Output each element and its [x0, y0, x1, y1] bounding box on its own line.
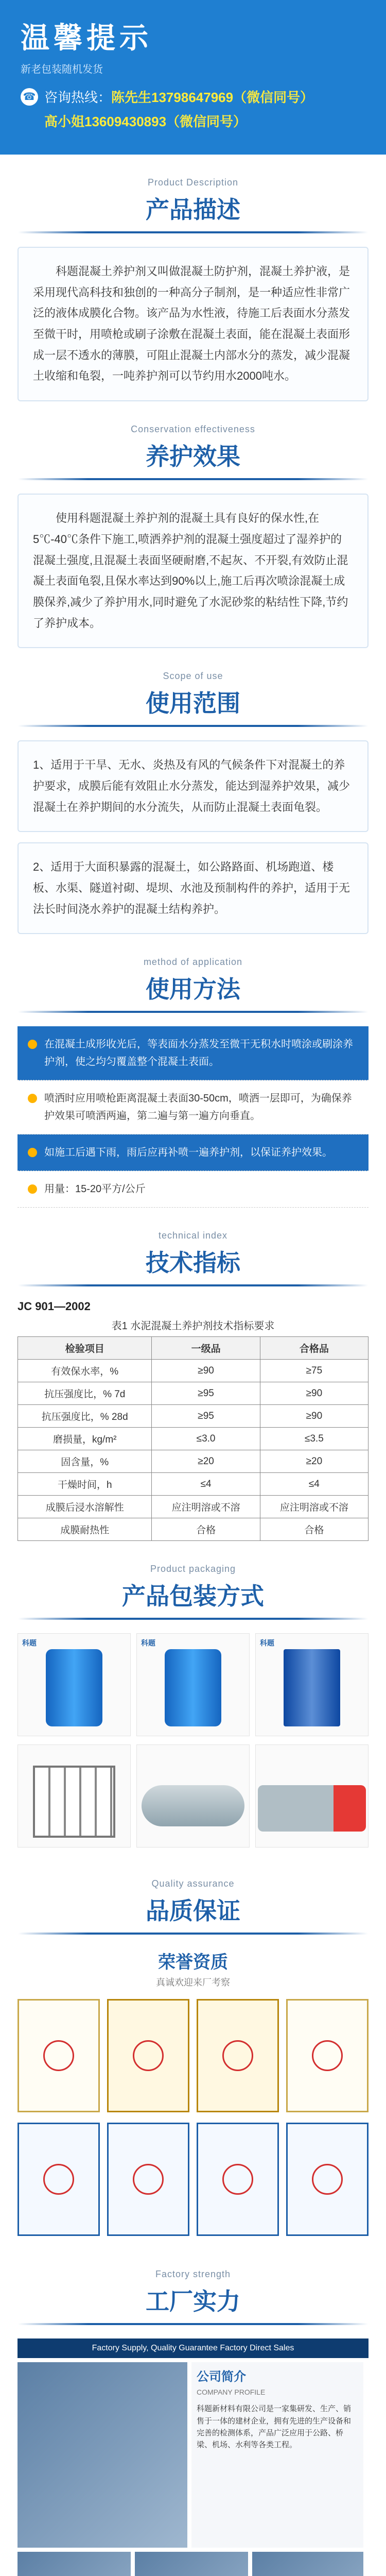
brand-logo: 科题: [260, 1639, 274, 1648]
scope-card-1: [17, 740, 369, 832]
table-row: [18, 1450, 369, 1473]
ibc-tank-image: [33, 1766, 115, 1838]
package-image: [136, 1744, 250, 1848]
seal-icon: [222, 2164, 253, 2195]
section-cn-title: 品质保证: [146, 1897, 240, 1925]
list-item: [17, 1026, 369, 1080]
standard-code: JC 901—2002: [17, 1300, 91, 1313]
plastic-drum-image: [46, 1649, 102, 1726]
certificate-image: [286, 2123, 369, 2236]
table-cell: 固含量，%: [18, 1450, 152, 1473]
package-image: [255, 1744, 369, 1848]
profile-text: 科题新材料有限公司是一家集研发、生产、销售于一体的建材企业，拥有先进的生产设备和完善的检测体系，产品广泛应用于公路、桥梁、机场、水利等各类工程。: [197, 2404, 352, 2449]
seal-icon: [43, 2040, 74, 2071]
table-cell: 成膜后浸水溶解性: [18, 1496, 152, 1518]
table-row: [18, 1496, 369, 1518]
table-cell: ≥20: [152, 1450, 260, 1473]
package-image: [17, 1633, 131, 1736]
certificate-image: [107, 2123, 189, 2236]
section-cn-title: 产品描述: [146, 196, 240, 223]
section-cn-title: 产品包装方式: [122, 1583, 264, 1610]
table-cell: ≤4: [260, 1473, 368, 1496]
table-cell: 合格: [260, 1518, 368, 1541]
table-cell: 应注明溶或不溶: [260, 1496, 368, 1518]
certificate-image: [197, 2123, 279, 2236]
table-cell: ≥90: [260, 1382, 368, 1405]
section-en-title: method of application: [143, 957, 243, 968]
table-cell: ≥90: [152, 1360, 260, 1382]
section-en-title: Product packaging: [150, 1564, 236, 1574]
factory-photo: [17, 2362, 187, 2548]
company-profile: [191, 2362, 363, 2548]
table-row: [18, 1360, 369, 1382]
table-row: [18, 1518, 369, 1541]
phone-label: 咨询热线：: [44, 90, 112, 105]
tech-table: [17, 1336, 369, 1541]
contact-line: [21, 87, 365, 106]
section-cn-title: 使用范围: [146, 690, 240, 717]
seal-icon: [222, 2040, 253, 2071]
package-image: [136, 1633, 250, 1736]
list-item: [17, 1134, 369, 1171]
header-subtitle: 新老包装随机发货: [21, 64, 103, 75]
factory-photo: [252, 2552, 363, 2576]
table-row: [18, 1382, 369, 1405]
plastic-drum-image: [165, 1649, 221, 1726]
section-effect: [0, 401, 386, 494]
table-cell: ≥95: [152, 1382, 260, 1405]
certificates-heading: 荣誉资质: [158, 1953, 228, 1973]
seal-icon: [43, 2164, 74, 2195]
table-cell: ≥90: [260, 1405, 368, 1428]
table-caption: 表1 水泥混凝土养护剂技术指标要求: [111, 1320, 275, 1332]
table-cell: 干燥时间，h: [18, 1473, 152, 1496]
certificate-image: [197, 1999, 279, 2112]
table-cell: ≤3.5: [260, 1428, 368, 1450]
section-en-title: Quality assurance: [151, 1878, 235, 1889]
seal-icon: [312, 2164, 343, 2195]
profile-title: 公司简介: [197, 2370, 246, 2384]
table-cell: ≥75: [260, 1360, 368, 1382]
method-text: 如施工后遇下雨，雨后应再补喷一遍养护剂，以保证养护效果。: [44, 1147, 332, 1159]
table-row: [18, 1405, 369, 1428]
bullet-icon: [28, 1148, 37, 1157]
certificates-subtitle: 真诚欢迎来厂考察: [156, 1977, 230, 1988]
packaging-row-1: [17, 1633, 369, 1736]
description-text: 科题混凝土养护剂又叫做混凝土防护剂，混凝土养护液，是采用现代高科技和独创的一种高分子制剂，是一种适应性非常广泛的液体成膜化合物。该产品为水性液，待施工后表面水分蒸发至微干时，用喷枪或刷子涂敷在混凝土表面，能在混凝土表面形成一层不透水的薄膜，可阻止混凝土内部水分的蒸发，减少混凝土收缩和龟裂，一吨养护剂可以节约用水2000吨水。: [33, 265, 350, 383]
tanker-truck-image: [258, 1785, 366, 1832]
table-cell: ≤4: [152, 1473, 260, 1496]
packaging-row-2: [17, 1744, 369, 1848]
section-divider: [18, 725, 368, 727]
seal-icon: [133, 2164, 164, 2195]
scope-card-2: [17, 842, 369, 934]
table-header-row: [18, 1337, 369, 1360]
certificate-image: [17, 2123, 100, 2236]
method-text: 在混凝土成形收光后，等表面水分蒸发至微干无积水时喷涂或刷涂养护剂，使之均匀覆盖整个混凝土表面。: [44, 1039, 353, 1068]
table-row: [18, 1473, 369, 1496]
table-header: 合格品: [260, 1337, 368, 1360]
section-strength: [0, 2246, 386, 2338]
package-image: [255, 1633, 369, 1736]
business-license-image: [17, 1999, 100, 2112]
section-tech: [0, 1208, 386, 1300]
bullet-icon: [28, 1094, 37, 1103]
table-cell: 抗压强度比，% 28d: [18, 1405, 152, 1428]
description-card: [17, 247, 369, 401]
brand-logo: 科题: [141, 1639, 155, 1648]
table-cell: 磨损量，kg/m²: [18, 1428, 152, 1450]
section-divider: [18, 2323, 368, 2325]
table-header: 检验项目: [18, 1337, 152, 1360]
section-cn-title: 养护效果: [146, 443, 240, 470]
method-list: [17, 1026, 369, 1208]
effect-text: 使用科题混凝土养护剂的混凝土具有良好的保水性,在5℃-40℃条件下施工,喷洒养护剂的混凝土强度超过了湿养护的混凝土强度,且混凝土表面坚硬耐磨,不起灰、不开裂,有效防止混凝土表面龟裂,且保水率达到90%以上,施工后再次喷涂混凝土成膜保养,减少了养护用水,同时避免了水泥砂浆的粘结性下降,节约了养护成本。: [33, 512, 348, 630]
section-divider: [18, 1618, 368, 1620]
contact-primary[interactable]: 陈先生13798647969（微信同号）: [111, 90, 314, 105]
section-divider: [18, 1011, 368, 1013]
section-divider: [18, 478, 368, 480]
tech-table-wrap: [17, 1300, 369, 1541]
table-row: [18, 1428, 369, 1450]
effect-card: [17, 494, 369, 648]
brand-logo: 科题: [22, 1639, 37, 1648]
section-scope: [0, 648, 386, 740]
seal-icon: [312, 2040, 343, 2071]
list-item: [17, 1080, 369, 1134]
certificates-row-1: [17, 1999, 369, 2112]
factory-gallery: [17, 2358, 369, 2576]
table-cell: 应注明溶或不溶: [152, 1496, 260, 1518]
factory-photo: [135, 2552, 248, 2576]
certificate-image: [107, 1999, 189, 2112]
section-cn-title: 使用方法: [146, 976, 240, 1003]
section-packaging: [0, 1541, 386, 1633]
iso-tank-image: [142, 1785, 244, 1826]
scope-text-2: 2、适用于大面积暴露的混凝土，如公路路面、机场跑道、楼板、水渠、隧道衬砌、堤坝、水池及预制构件的养护，适用于无法长时间浇水养护的混凝土结构养护。: [33, 860, 350, 916]
phone-icon: ☎: [21, 88, 38, 106]
section-cn-title: 工厂实力: [146, 2288, 240, 2315]
section-en-title: Scope of use: [163, 671, 223, 682]
method-text: 喷洒时应用喷枪距离混凝土表面30-50cm，喷洒一层即可，为确保养护效果可喷洒两遍，第二遍与第一遍方向垂直。: [44, 1093, 352, 1122]
steel-drum-image: [284, 1649, 340, 1726]
section-en-title: technical index: [158, 1230, 228, 1241]
header-title: 温馨提示: [21, 22, 152, 54]
section-en-title: Conservation effectiveness: [131, 424, 255, 435]
table-cell: ≥20: [260, 1450, 368, 1473]
section-divider: [18, 1933, 368, 1935]
contact-secondary[interactable]: 高小姐13609430893（微信同号）: [44, 114, 247, 129]
factory-banner: Factory Supply, Quality Guarantee Factory Direct Sales: [17, 2338, 369, 2358]
section-quality: [0, 1856, 386, 1948]
seal-icon: [133, 2040, 164, 2071]
table-cell: 成膜耐热性: [18, 1518, 152, 1541]
section-description: [0, 155, 386, 247]
table-cell: ≤3.0: [152, 1428, 260, 1450]
scope-text-1: 1、适用于干旱、无水、炎热及有风的气候条件下对混凝土的养护要求，成膜后能有效阻止水分蒸发，能达到湿养护效果，减少混凝土在养护期间的水分流失，从而防止混凝土表面龟裂。: [33, 758, 350, 814]
section-en-title: Factory strength: [155, 2269, 231, 2280]
table-cell: 合格: [152, 1518, 260, 1541]
certificate-image: [286, 1999, 369, 2112]
certificates-row-2: [17, 2123, 369, 2236]
section-method: [0, 934, 386, 1026]
table-cell: 有效保水率，%: [18, 1360, 152, 1382]
bullet-icon: [28, 1184, 37, 1194]
method-text: 用量：15-20平方/公斤: [44, 1183, 146, 1195]
header-banner: [0, 0, 386, 155]
package-image: [17, 1744, 131, 1848]
factory-photo: [17, 2552, 131, 2576]
bullet-icon: [28, 1040, 37, 1049]
section-en-title: Product Description: [147, 177, 239, 188]
table-cell: 抗压强度比，% 7d: [18, 1382, 152, 1405]
table-header: 一级品: [152, 1337, 260, 1360]
section-divider: [18, 231, 368, 233]
list-item: [17, 1171, 369, 1208]
section-cn-title: 技术指标: [146, 1249, 240, 1277]
section-divider: [18, 1284, 368, 1286]
profile-en-title: COMPANY PROFILE: [197, 2387, 266, 2396]
table-cell: ≥95: [152, 1405, 260, 1428]
